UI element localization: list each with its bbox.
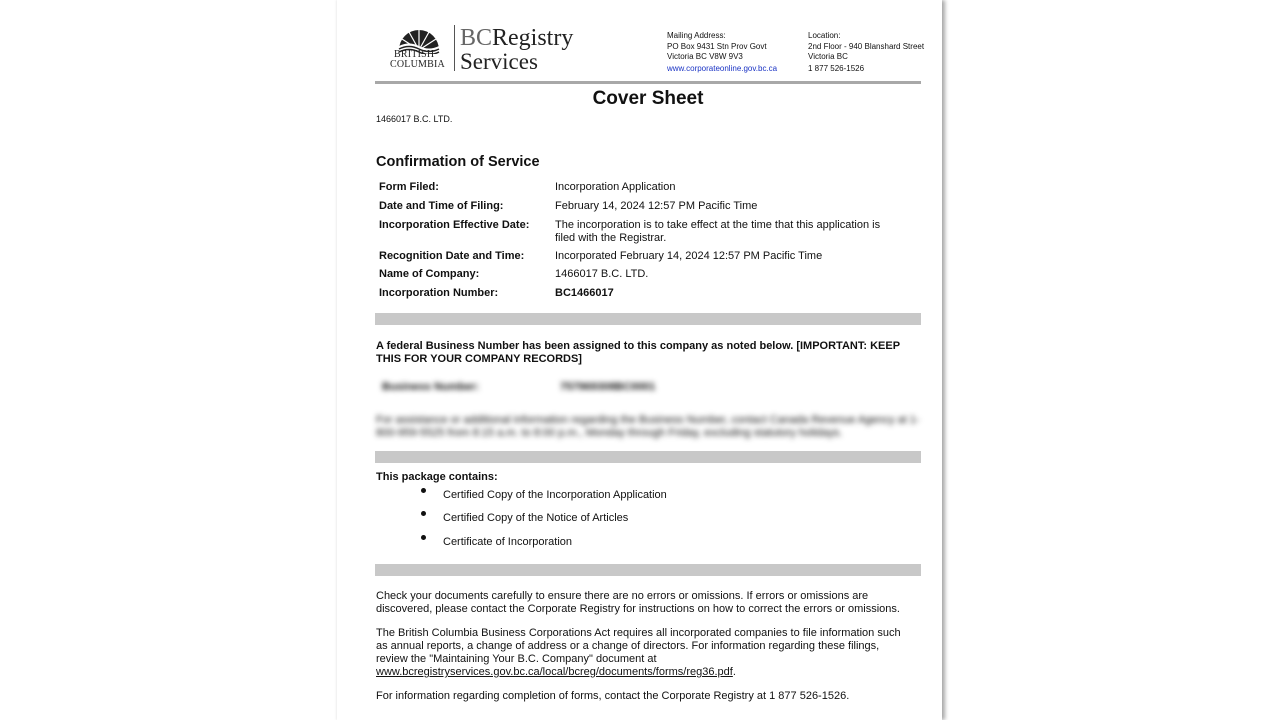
- logo-registry: Registry: [492, 25, 574, 51]
- bc-registry-logo: [390, 20, 580, 76]
- act-paragraph: [376, 627, 906, 679]
- row-value: Incorporation Application: [555, 181, 676, 193]
- mailing-address: [667, 31, 777, 74]
- package-item-text: Certified Copy of the Incorporation Application: [443, 489, 667, 501]
- location-heading: Location:: [808, 31, 841, 40]
- bullet-icon: [421, 535, 426, 540]
- row-label: Date and Time of Filing:: [379, 200, 504, 212]
- row-value: 1466017 B.C. LTD.: [555, 268, 649, 280]
- confirmation-heading: Confirmation of Service: [376, 154, 540, 170]
- row-label: Name of Company:: [379, 268, 480, 280]
- contact-paragraph: For information regarding completion of forms, contact the Corporate Registry at 1 877 526-1526.: [376, 690, 850, 702]
- row-label: Recognition Date and Time:: [379, 250, 525, 262]
- section-separator: [375, 313, 921, 325]
- row-label: Form Filed:: [379, 181, 439, 193]
- business-number-notice: A federal Business Number has been assigned to this company as noted below. [IMPORTANT: KEEP THIS FOR YOUR COMPANY RECORDS]: [376, 340, 900, 365]
- package-item-text: Certified Copy of the Notice of Articles: [443, 512, 629, 524]
- header-rule: [375, 81, 921, 84]
- business-number-value: 757969308BC0001: [560, 381, 656, 393]
- logo-divider: [454, 25, 455, 71]
- business-number-help: For assistance or additional information regarding the Business Number, contact Canada Revenue Agency at 1-800-959-5525 from 8:15 a.m. to 8:00 p.m., Monday through Friday, excluding statutory holidays.: [376, 414, 920, 439]
- registry-website-link[interactable]: www.corporateonline.gov.bc.ca: [667, 63, 778, 73]
- logo-bc: BC: [460, 25, 493, 51]
- row-value: The incorporation is to take effect at the time that this application is filed with the Registrar.: [555, 219, 881, 244]
- location-address: [808, 31, 924, 74]
- act-text: The British Columbia Business Corporations Act requires all incorporated companies to file information such as annual reports, a change of address or a change of directors. For information regarding these filings, review the "Maintaining Your B.C. Company" document at: [376, 627, 901, 665]
- mailing-heading: Mailing Address:: [667, 31, 726, 40]
- row-value: Incorporated February 14, 2024 12:57 PM Pacific Time: [555, 250, 823, 262]
- logo-services: Services: [460, 49, 538, 74]
- location-line1: 2nd Floor - 940 Blanshard Street: [808, 41, 925, 51]
- company-name-small: 1466017 B.C. LTD.: [376, 114, 453, 124]
- location-line2: Victoria BC: [808, 52, 848, 61]
- package-heading: This package contains:: [376, 471, 498, 483]
- province-line1: BRITISH: [394, 49, 435, 60]
- location-phone: 1 877 526-1526: [808, 63, 865, 73]
- section-separator: [375, 564, 921, 576]
- package-item-text: Certificate of Incorporation: [443, 536, 573, 548]
- business-number-row: [382, 381, 656, 393]
- mailing-line1: PO Box 9431 Stn Prov Govt: [667, 41, 767, 51]
- section-separator: [375, 451, 921, 463]
- act-end: .: [732, 666, 736, 678]
- reg36-document-link[interactable]: www.bcregistryservices.gov.bc.ca/local/bcreg/documents/forms/reg36.pdf: [376, 666, 733, 678]
- business-number-label: Business Number:: [382, 381, 480, 393]
- row-value: BC1466017: [555, 287, 614, 299]
- row-label: Incorporation Effective Date:: [379, 219, 530, 231]
- province-wordmark: [390, 50, 445, 70]
- logo-title-line1: [460, 26, 573, 50]
- row-value: February 14, 2024 12:57 PM Pacific Time: [555, 200, 758, 212]
- mailing-line2: Victoria BC V8W 9V3: [667, 52, 743, 61]
- bullet-icon: [421, 488, 426, 493]
- page-title: Cover Sheet: [592, 88, 704, 109]
- row-label: Incorporation Number:: [379, 287, 499, 299]
- check-documents-paragraph: Check your documents carefully to ensure there are no errors or omissions. If errors or omissions are discovered, please contact the Corporate Registry for instructions on how to correct the errors or omissions.: [376, 590, 900, 615]
- province-line2: COLUMBIA: [390, 59, 445, 70]
- bullet-icon: [421, 511, 426, 516]
